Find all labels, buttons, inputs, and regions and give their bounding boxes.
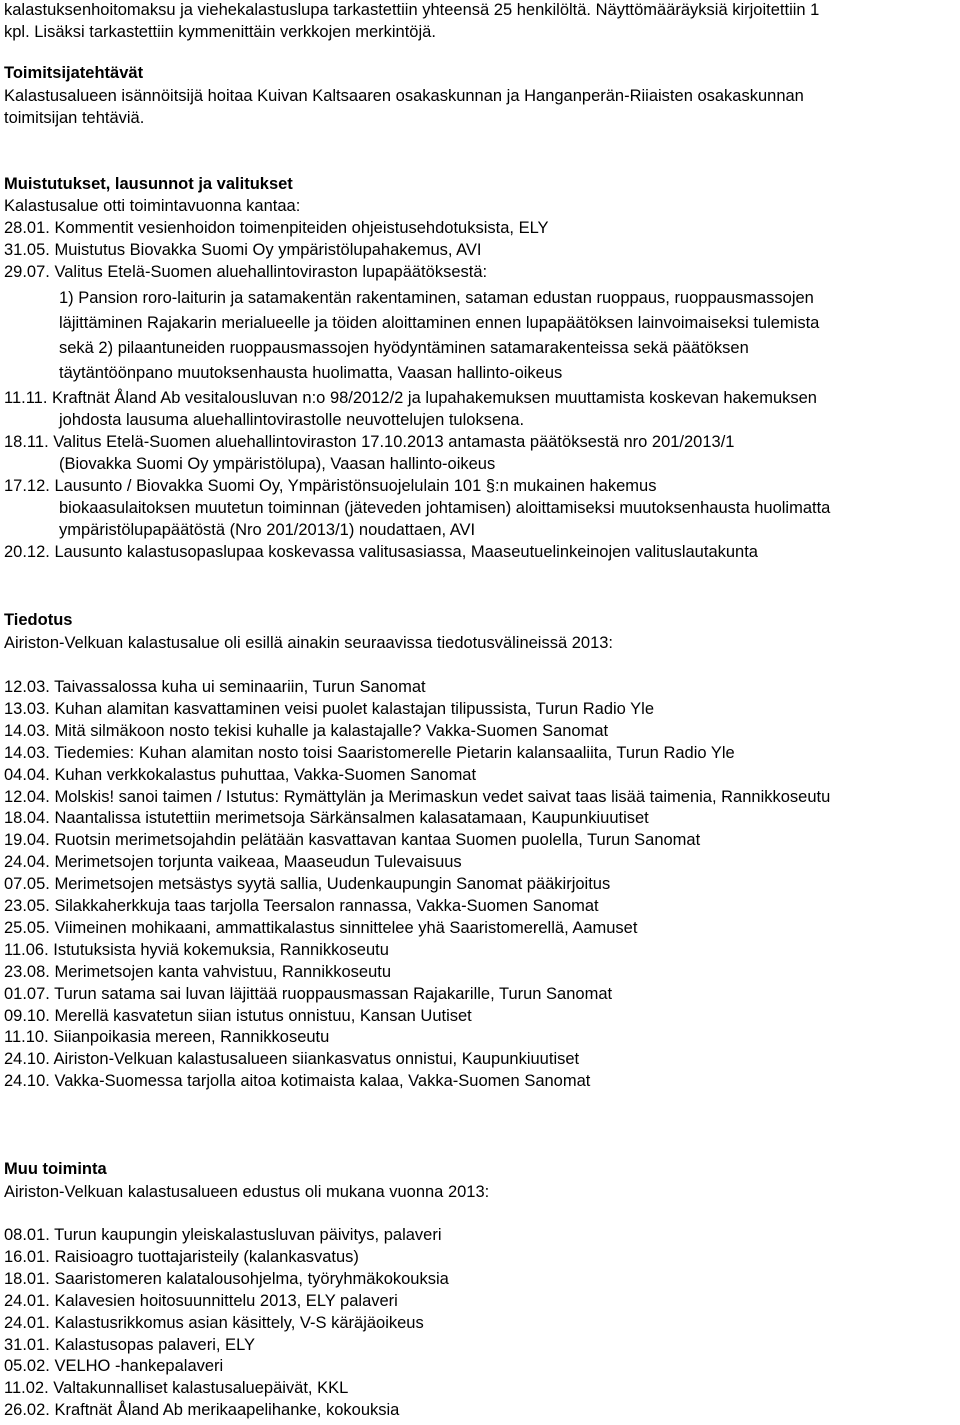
activity-item: 11.02. Valtakunnalliset kalastusaluepäivät, KKL: [4, 1379, 349, 1398]
media-item: 24.04. Merimetsojen torjunta vaikeaa, Maaseudun Tulevaisuus: [4, 853, 462, 872]
media-item: 24.10. Vakka-Suomessa tarjolla aitoa kotimaista kalaa, Vakka-Suomen Sanomat: [4, 1072, 591, 1091]
muistutukset-intro: Kalastusalue otti toimintavuonna kantaa:: [4, 197, 301, 215]
media-item: 11.10. Siianpoikasia mereen, Rannikkoseutu: [4, 1028, 330, 1047]
media-item: 23.08. Merimetsojen kanta vahvistuu, Rannikkoseutu: [4, 962, 392, 981]
toimitsija-text: Kalastusalueen isännöitsijä hoitaa Kuivan Kaltsaaren osakaskunnan ja Hanganperän-Riiaisten osakaskunnan: [4, 87, 804, 105]
activity-item: 24.01. Kalavesien hoitosuunnittelu 2013, ELY palaveri: [4, 1291, 398, 1310]
activity-item: 08.01. Turun kaupungin yleiskalastusluvan päivitys, palaveri: [4, 1226, 442, 1244]
statement-line: 28.01. Kommentit vesienhoidon toimenpiteiden ohjeistusehdotuksista, ELY: [4, 219, 549, 237]
activity-item: 26.02. Kraftnät Åland Ab merikaapelihanke, kokouksia: [4, 1401, 400, 1420]
statement-line: läjittäminen Rajakarin merialueelle ja töiden aloittaminen ennen lupapäätöksen lainvoimaiseksi tulemista: [59, 314, 820, 332]
media-item: 13.03. Kuhan alamitan kasvattaminen veisi puolet kalastajan tilipussista, Turun Radio Yle: [4, 699, 654, 718]
statement-line: täytäntöönpano muutoksenhausta huolimatta, Vaasan hallinto-oikeus: [59, 364, 563, 382]
statement-line: 18.11. Valitus Etelä-Suomen aluehallintoviraston 17.10.2013 antamasta päätöksestä nro 201/2013/1: [4, 433, 735, 451]
media-item: 09.10. Merellä kasvatetun siian istutus onnistuu, Kansan Uutiset: [4, 1006, 472, 1025]
activity-item: 16.01. Raisioagro tuottajaristeily (kalankasvatus): [4, 1247, 359, 1266]
statement-line: johdosta lausuma aluehallintovirastolle neuvottelujen tuloksena.: [59, 411, 525, 429]
media-item: 01.07. Turun satama sai luvan läjittää ruoppausmassan Rajakarille, Turun Sanomat: [4, 984, 613, 1003]
muistutukset-heading: Muistutukset, lausunnot ja valitukset: [4, 175, 293, 193]
intro-line: kalastuksenhoitomaksu ja viehekalastuslupa tarkastettiin yhteensä 25 henkilöltä. Näyttömääräyksiä kirjoitettiin 1: [4, 1, 820, 19]
statement-line: 11.11. Kraftnät Åland Ab vesitalousluvan n:o 98/2012/2 ja lupahakemuksen muuttamista koskevan hakemuksen: [4, 389, 817, 407]
intro-line: kpl. Lisäksi tarkastettiin kymmenittäin verkkojen merkintöjä.: [4, 23, 436, 41]
activity-item: 24.01. Kalastusrikkomus asian käsittely, V-S käräjäoikeus: [4, 1313, 424, 1332]
media-item: 14.03. Tiedemies: Kuhan alamitan nosto toisi Saaristomerelle Pietarin kalansaaliita, Turun Radio Yle: [4, 743, 735, 762]
activity-item: 05.02. VELHO -hankepalaveri: [4, 1357, 224, 1376]
media-item: 19.04. Ruotsin merimetsojahdin pelätään kasvattavan kantaa Suomen puolella, Turun Sanomat: [4, 831, 701, 850]
muu-heading: Muu toiminta: [4, 1160, 107, 1178]
statement-line: 29.07. Valitus Etelä-Suomen aluehallintoviraston lupapäätöksestä:: [4, 263, 488, 281]
activity-item: 18.01. Saaristomeren kalatalousohjelma, työryhmäkokouksia: [4, 1269, 449, 1288]
muu-intro: Airiston-Velkuan kalastusalueen edustus oli mukana vuonna 2013:: [4, 1183, 490, 1201]
media-item: 12.03. Taivassalossa kuha ui seminaariin, Turun Sanomat: [4, 678, 426, 696]
tiedotus-intro: Airiston-Velkuan kalastusalue oli esillä ainakin seuraavissa tiedotusvälineissä 2013:: [4, 634, 614, 652]
statement-line: (Biovakka Suomi Oy ympäristölupa), Vaasan hallinto-oikeus: [59, 455, 496, 473]
media-item: 07.05. Merimetsojen metsästys syytä sallia, Uudenkaupungin Sanomat pääkirjoitus: [4, 875, 611, 894]
media-item: 12.04. Molskis! sanoi taimen / Istutus: Rymättylän ja Merimaskun vedet saivat taas lisää taimenia, Rannikkoseutu: [4, 787, 831, 806]
media-item: 18.04. Naantalissa istutettiin merimetsoja Särkänsalmen kalasatamaan, Kaupunkiuutiset: [4, 809, 649, 828]
activity-item: 31.01. Kalastusopas palaveri, ELY: [4, 1335, 256, 1354]
statement-line: biokaasulaitoksen muutetun toiminnan (jäteveden johtamisen) aloittamiseksi muutoksenhausta huolimatta: [59, 499, 831, 517]
toimitsija-heading: Toimitsijatehtävät: [4, 64, 144, 82]
media-item: 23.05. Silakkaherkkuja taas tarjolla Teersalon rannassa, Vakka-Suomen Sanomat: [4, 897, 599, 915]
statement-line: sekä 2) pilaantuneiden ruoppausmassojen hyödyntäminen satamarakenteissa sekä päätöksen: [59, 339, 749, 357]
statement-line: 20.12. Lausunto kalastusopaslupaa koskevassa valitusasiassa, Maaseutuelinkeinojen valituslautakunta: [4, 543, 758, 561]
media-item: 04.04. Kuhan verkkokalastus puhuttaa, Vakka-Suomen Sanomat: [4, 765, 477, 784]
statement-line: 31.05. Muistutus Biovakka Suomi Oy ympäristölupahakemus, AVI: [4, 241, 482, 259]
statement-line: ympäristölupapäätöstä (Nro 201/2013/1) noudattaen, AVI: [59, 521, 476, 539]
statement-line: 17.12. Lausunto / Biovakka Suomi Oy, Ympäristönsuojelulain 101 §:n mukainen hakemus: [4, 477, 657, 495]
media-item: 11.06. Istutuksista hyviä kokemuksia, Rannikkoseutu: [4, 940, 389, 959]
media-item: 25.05. Viimeinen mohikaani, ammattikalastus sinnittelee yhä Saaristomerellä, Aamuset: [4, 918, 638, 937]
statement-line: 1) Pansion roro-laiturin ja satamakentän rakentaminen, sataman edustan ruoppaus, ruoppausmassojen: [59, 289, 814, 307]
tiedotus-heading: Tiedotus: [4, 611, 73, 629]
media-item: 14.03. Mitä silmäkoon nosto tekisi kuhalle ja kalastajalle? Vakka-Suomen Sanomat: [4, 721, 609, 740]
media-item: 24.10. Airiston-Velkuan kalastusalueen siiankasvatus onnistui, Kaupunkiuutiset: [4, 1050, 580, 1069]
toimitsija-text: toimitsijan tehtäviä.: [4, 109, 145, 127]
